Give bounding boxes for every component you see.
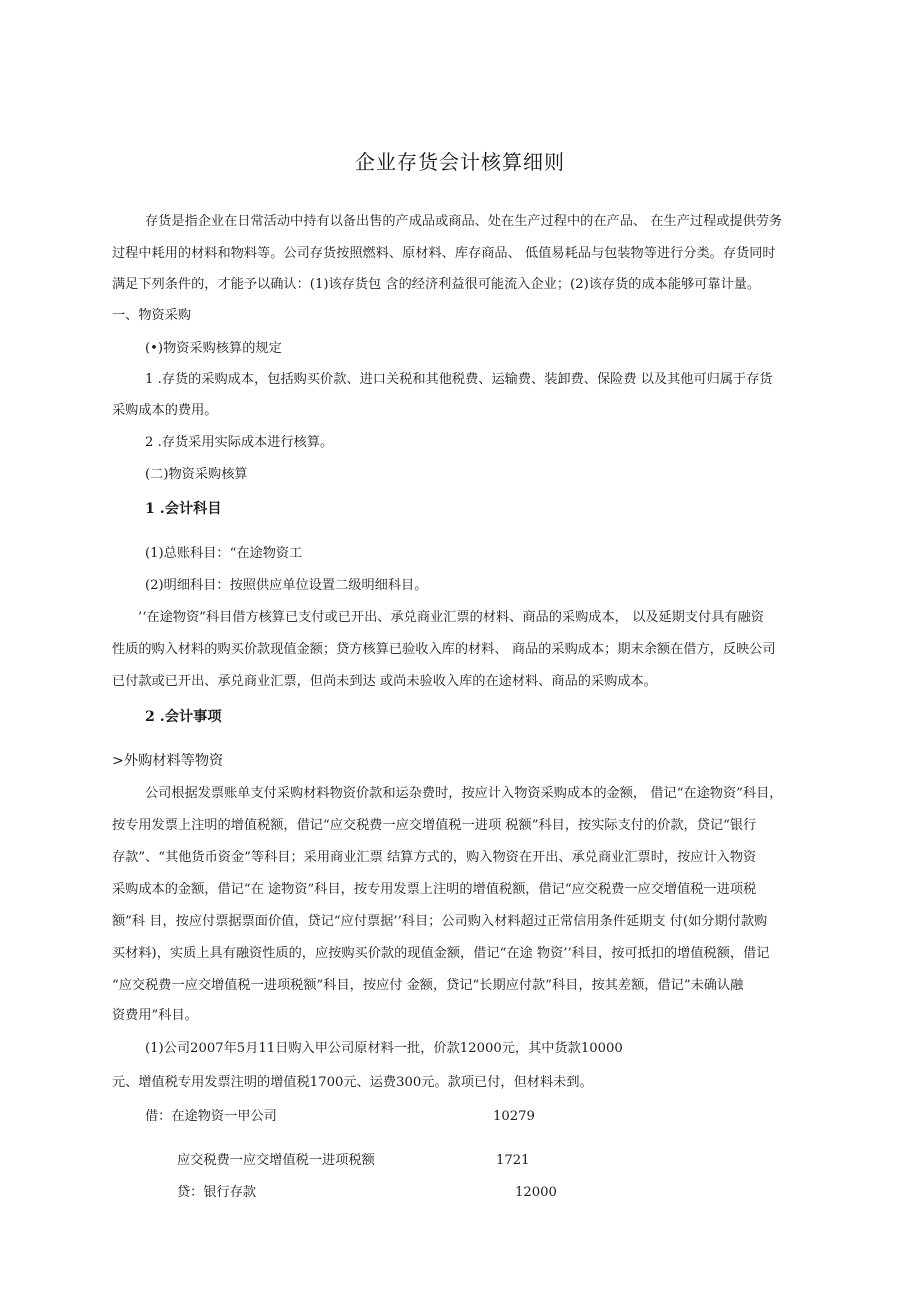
paragraph-line: ’‘在途物资”科目借方核算已支付或已开出、承兑商业汇票的材料、商品的采购成本， 以及延期支付具有融资 bbox=[138, 610, 764, 625]
paragraph-line: 存款”、“其他货币资金”等科目；采用商业汇票 结算方式的，购入物资在开出、承兑商业汇票时，按应计入物资 bbox=[112, 850, 757, 865]
section-heading: 一、物资采购 bbox=[112, 308, 192, 323]
document-title: 企业存货会计核算细则 bbox=[355, 150, 565, 174]
subsection-heading: (•)物资采购核算的规定 bbox=[145, 341, 282, 356]
item-heading: >外购材料等物资 bbox=[112, 753, 224, 769]
journal-debit-amount: 1721 bbox=[496, 1153, 530, 1168]
paragraph-line: 满足下列条件的，才能予以确认：(1)该存货包 含的经济利益很可能流入企业；(2)该存货的成本能够可靠计量。 bbox=[112, 277, 761, 292]
paragraph-line: 已付款或已开出、承兑商业汇票，但尚未到达 或尚未验收入库的在途材料、商品的采购成本。 bbox=[112, 674, 657, 689]
paragraph-line: 1 .存货的采购成本，包括购买价款、进口关税和其他税费、运输费、装卸费、保险费 以及其他可归属于存货 bbox=[145, 372, 773, 387]
paragraph-line: 2 .存货采用实际成本进行核算。 bbox=[145, 435, 334, 450]
item-heading: 1 .会计科目 bbox=[145, 501, 222, 517]
journal-credit-account: 贷：银行存款 bbox=[177, 1185, 257, 1200]
paragraph-line: 采购成本的费用。 bbox=[112, 403, 218, 418]
paragraph-line: 买材料)，实质上具有融资性质的，应按购买价款的现值金额，借记“在途 物资’’科目，按可抵扣的增值税额，借记 bbox=[112, 946, 770, 961]
paragraph-line: 公司根据发票账单支付采购材料物资价款和运杂费时，按应计入物资采购成本的金额， 借记“在途物资”科目， bbox=[145, 786, 783, 801]
paragraph-line: 过程中耗用的材料和物料等。公司存货按照燃料、原材料、库存商品、 低值易耗品与包装物等进行分类。存货同时 bbox=[112, 246, 776, 261]
paragraph-line: 元、增值税专用发票注明的增值税1700元、运费300元。款项已付，但材料未到。 bbox=[112, 1075, 593, 1090]
paragraph-line: 额”科 目，按应付票据票面价值，贷记“应付票据’’科目；公司购入材料超过正常信用条件延期支 付(如分期付款购 bbox=[112, 914, 768, 929]
paragraph-line: (1)总账科目：“在途物资工 bbox=[145, 546, 303, 561]
journal-debit-account: 应交税费一应交增值税一进项税额 bbox=[177, 1153, 375, 1168]
paragraph-line: (2)明细科目：按照供应单位设置二级明细科目。 bbox=[145, 578, 428, 593]
paragraph-line: “应交税费一应交增值税一进项税额”科目，按应付 金额，贷记“长期应付款”科目，按其差额，借记”未确认融 bbox=[112, 978, 744, 993]
paragraph-line: 资费用”科目。 bbox=[112, 1008, 198, 1023]
paragraph-line: 性质的购入材料的购买价款现值金额；贷方核算已验收入库的材料、 商品的采购成本；期末余额在借方，反映公司 bbox=[112, 642, 776, 657]
subsection-heading: (二)物资采购核算 bbox=[145, 467, 248, 482]
journal-debit-account: 借：在途物资一甲公司 bbox=[145, 1109, 277, 1124]
journal-credit-amount: 12000 bbox=[515, 1185, 557, 1200]
paragraph-line: 采购成本的金额，借记“在 途物资”科目，按专用发票上注明的增值税额，借记“应交税费一应交增值税一进项税 bbox=[112, 882, 757, 897]
paragraph-line: (1)公司2007年5月11日购入甲公司原材料一批，价款12000元，其中货款10000 bbox=[145, 1041, 623, 1056]
paragraph-line: 按专用发票上注明的增值税额，借记“应交税费一应交增值税一进项 税额”科目，按实际支付的价款，贷记“银行 bbox=[112, 818, 757, 833]
paragraph-line: 存货是指企业在日常活动中持有以备出售的产成品或商品、处在生产过程中的在产品、 在生产过程或提供劳务 bbox=[145, 214, 783, 229]
journal-debit-amount: 10279 bbox=[493, 1109, 535, 1124]
item-heading: 2 .会计事项 bbox=[145, 709, 222, 725]
